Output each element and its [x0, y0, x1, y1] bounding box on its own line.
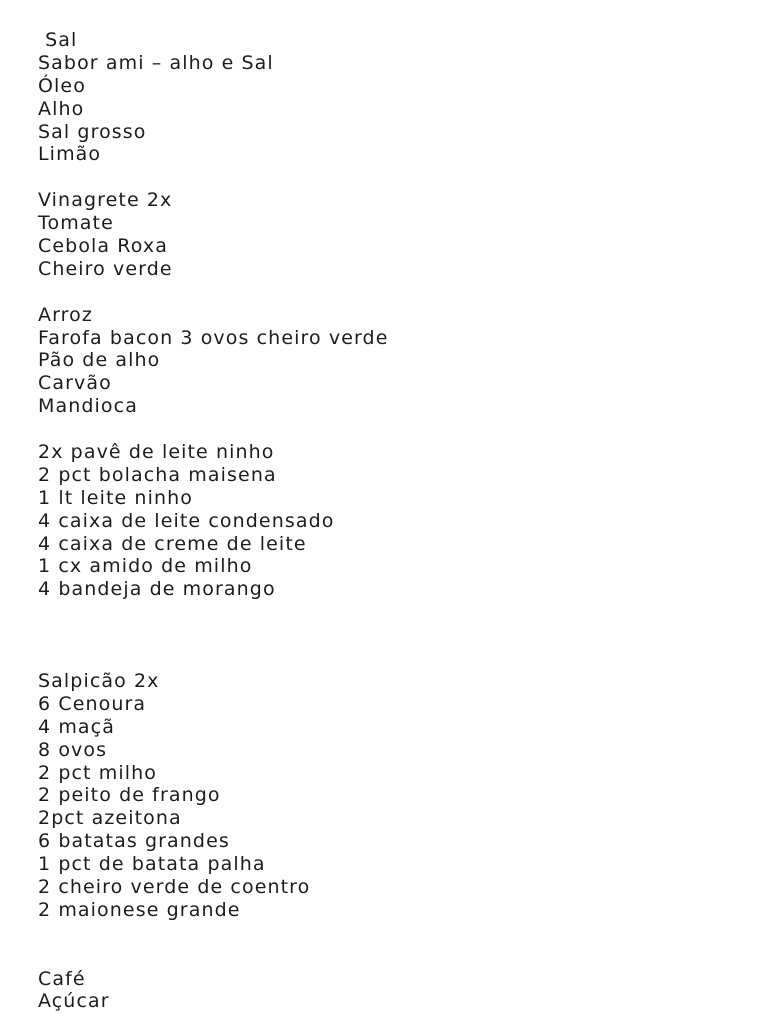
blank-line: [38, 624, 748, 647]
blank-line: [38, 281, 748, 304]
note-line: 4 caixa de leite condensado: [38, 509, 335, 532]
note-line: 6 batatas grandes: [38, 830, 230, 853]
note-line: 4 caixa de creme de leite: [38, 532, 307, 555]
note-line: Tomate: [38, 212, 114, 235]
note-line: 2x pavê de leite ninho: [38, 441, 275, 464]
blank-line: [38, 418, 748, 441]
note-line: 2 pct bolacha maisena: [38, 463, 277, 486]
note-line: 2 peito de frango: [38, 784, 221, 807]
note-line: Farofa bacon 3 ovos cheiro verde: [38, 326, 389, 349]
note-line: Cebola Roxa: [38, 235, 168, 258]
note-line: Limão: [38, 143, 102, 166]
blank-line: [38, 166, 748, 189]
note-line: Mandioca: [38, 395, 138, 418]
note-line: 1 lt leite ninho: [38, 486, 193, 509]
note-line: 8 ovos: [38, 738, 108, 761]
note-line: Café: [38, 967, 86, 990]
blank-line: [38, 922, 748, 945]
note-body[interactable]: [38, 29, 748, 1013]
note-line: Pão de alho: [38, 349, 161, 372]
blank-line: [38, 647, 748, 670]
note-line: Óleo: [38, 74, 86, 97]
note-line: 2pct azeitona: [38, 807, 182, 830]
note-line: 6 Cenoura: [38, 692, 147, 715]
note-line: Arroz: [38, 303, 93, 326]
note-line: Sabor ami – alho e Sal: [38, 51, 274, 74]
note-line: Cheiro verde: [38, 257, 173, 280]
note-line: Carvão: [38, 372, 112, 395]
note-line: 4 maçã: [38, 715, 115, 738]
note-line: Sal grosso: [38, 120, 147, 143]
note-line: Sal: [38, 29, 78, 51]
note-line: 2 cheiro verde de coentro: [38, 875, 311, 898]
note-line: 2 pct milho: [38, 761, 157, 784]
note-line: Vinagrete 2x: [38, 189, 173, 212]
note-line: Açúcar: [38, 990, 110, 1013]
blank-line: [38, 945, 748, 968]
blank-line: [38, 601, 748, 624]
note-line: Alho: [38, 97, 85, 120]
note-line: 2 maionese grande: [38, 898, 241, 921]
note-line: 1 cx amido de milho: [38, 555, 253, 578]
note-line: 4 bandeja de morango: [38, 578, 276, 601]
note-line: 1 pct de batata palha: [38, 853, 266, 876]
note-line: Salpicão 2x: [38, 669, 160, 692]
